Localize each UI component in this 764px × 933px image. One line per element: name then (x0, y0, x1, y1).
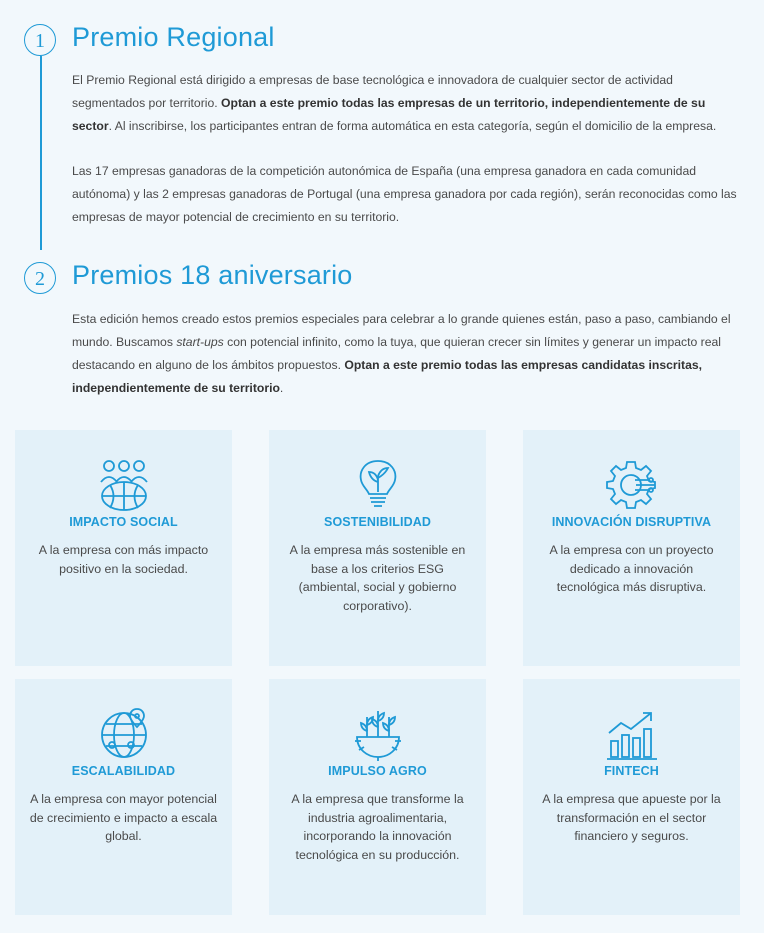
gear-crops-icon (351, 707, 405, 761)
premio-regional-paragraph-1: El Premio Regional está dirigido a empresas de base tecnológica e innovadora de cualquier sector de actividad segmentados por territorio. Optan a este premio todas las empresas de un territorio, independientemente de su sector. Al inscribirse, los participantes entran de forma automática en esta categoría, según el domicilio de la empresa. (72, 73, 717, 133)
card-description: A la empresa que transforme la industria agroalimentaria, incorporando la innovación tecnológica en su producción. (291, 792, 464, 862)
card-impacto-social (15, 430, 232, 666)
card-description: A la empresa que apueste por la transformación en el sector financiero y seguros. (542, 792, 721, 843)
card-title: ESCALABILIDAD (71, 764, 176, 778)
timeline-line (40, 56, 42, 250)
card-title: SOSTENIBILIDAD (324, 515, 431, 529)
card-description: A la empresa con más impacto positivo en la sociedad. (38, 543, 209, 576)
card-sostenibilidad (269, 430, 486, 666)
card-impulso-agro (269, 679, 486, 915)
growth-chart-icon (605, 707, 659, 761)
step-number-2: 2 (24, 262, 56, 294)
card-title: FINTECH (604, 764, 659, 778)
people-globe-icon (97, 458, 151, 512)
card-escalabilidad (15, 679, 232, 915)
card-title: IMPACTO SOCIAL (69, 515, 178, 529)
card-title: IMPULSO AGRO (328, 764, 427, 778)
card-description: A la empresa con un proyecto dedicado a innovación tecnológica más disruptiva. (549, 543, 714, 594)
globe-pins-icon (97, 707, 151, 761)
step-number-1: 1 (24, 24, 56, 56)
section-title-premio-regional: Premio Regional (72, 22, 275, 52)
gear-circuit-icon (605, 458, 659, 512)
card-title: INNOVACIÓN DISRUPTIVA (551, 515, 712, 529)
card-innovacion-disruptiva (523, 430, 740, 666)
premios-aniversario-paragraph: Esta edición hemos creado estos premios especiales para celebrar a lo grande quienes están, paso a paso, cambiando el mundo. Buscamos start-ups con potencial infinito, como la tuya, que quieran crecer sin límites y generar un impacto real destacando en alguno de los ámbitos propuestos. Optan a este premio todas las empresas candidatas inscritas, independientemente de su territorio. (72, 312, 731, 395)
lightbulb-leaf-icon (351, 458, 405, 512)
card-fintech (523, 679, 740, 915)
premio-regional-paragraph-2: Las 17 empresas ganadoras de la competición autonómica de España (una empresa ganadora en cada comunidad autónoma) y las 2 empresas ganadoras de Portugal (una empresa ganadora por cada región), serán reconocidas como las empresas de mayor potencial de crecimiento en su territorio. (72, 164, 737, 224)
card-description: A la empresa con mayor potencial de crecimiento e impacto a escala global. (29, 792, 218, 843)
card-description: A la empresa más sostenible en base a los criterios ESG (ambiental, social y gobierno corporativo). (289, 543, 466, 613)
section-title-premios-aniversario: Premios 18 aniversario (72, 260, 353, 290)
